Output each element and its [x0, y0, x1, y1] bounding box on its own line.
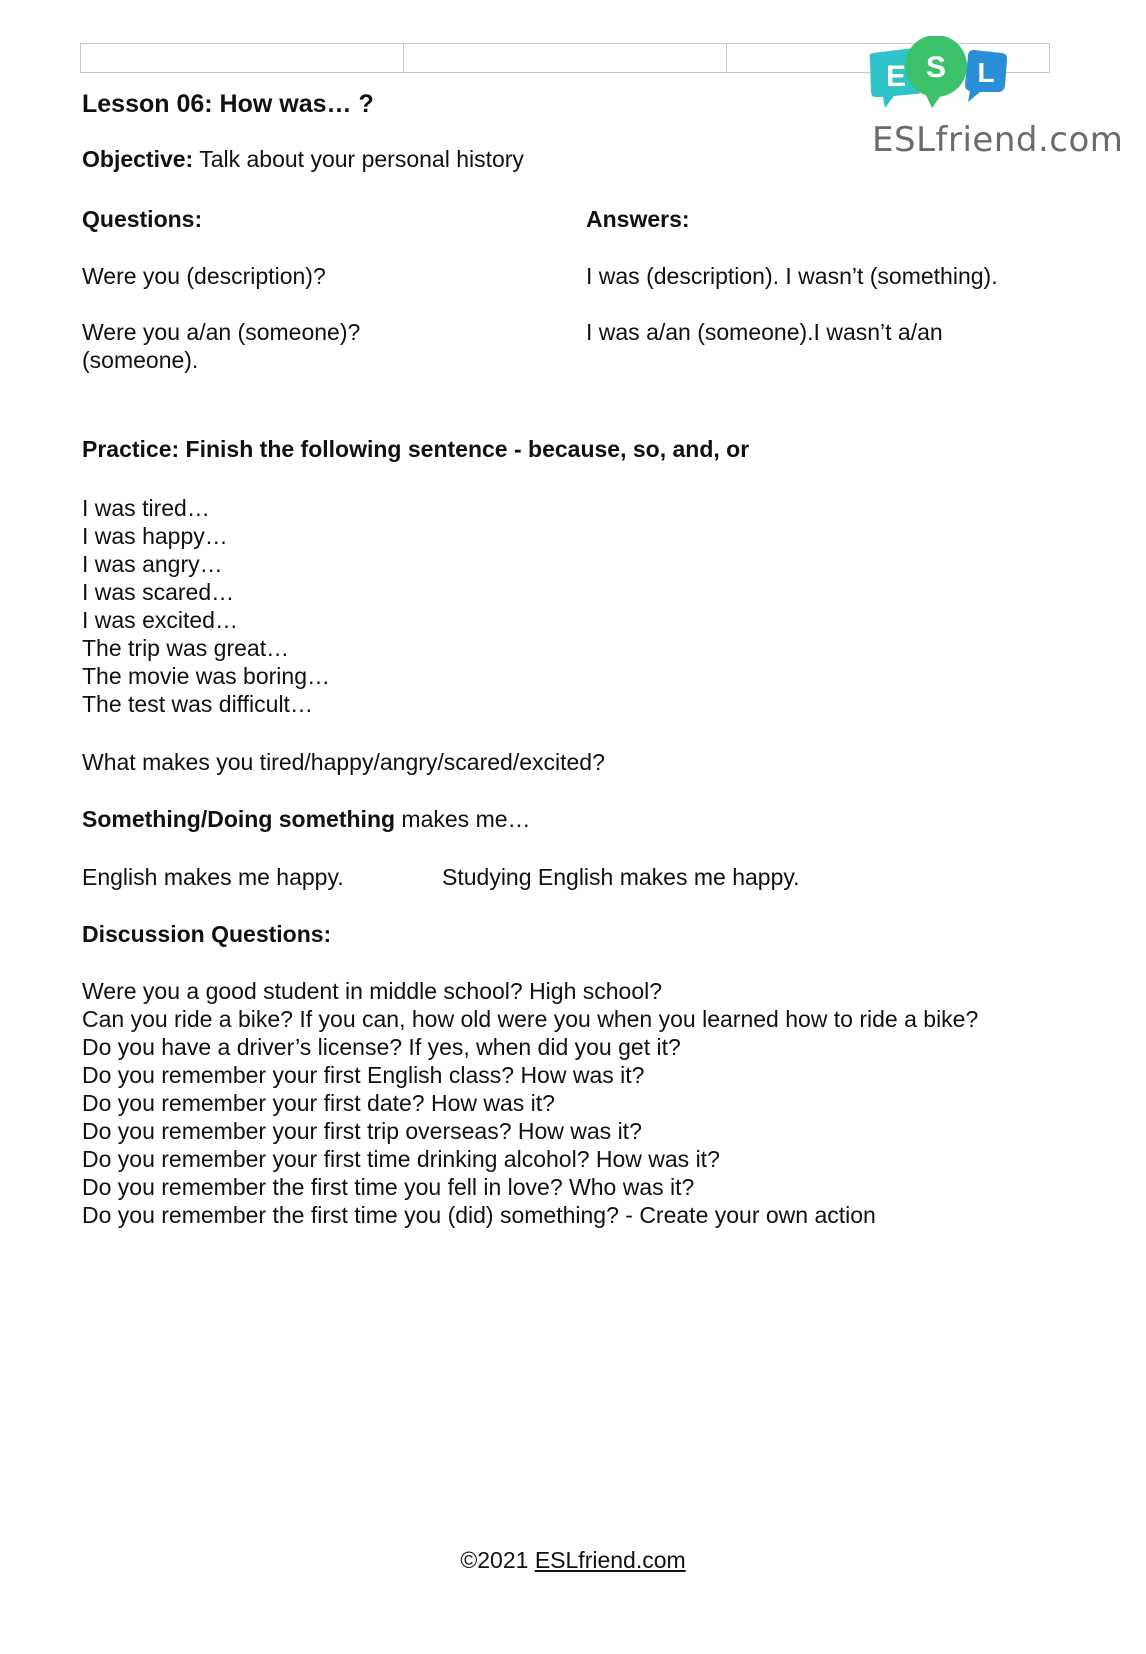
list-item: Do you have a driver’s license? If yes, when did you get it? [82, 1034, 681, 1060]
pattern-rest: makes me… [395, 806, 531, 832]
list-item: The trip was great… [82, 635, 290, 661]
logo-l-bubble [965, 50, 1007, 102]
header-cell [81, 44, 404, 72]
lesson-title: Lesson 06: How was… ? [82, 90, 374, 118]
discussion-heading: Discussion Questions: [82, 921, 332, 947]
answer-2: I was a/an (someone).I wasn’t a/an [586, 319, 943, 345]
list-item: The test was difficult… [82, 691, 313, 717]
logo-site-name: ESLfriend.com [872, 120, 1124, 160]
list-item: I was happy… [82, 523, 228, 549]
objective-text: Talk about your personal history [199, 146, 524, 172]
list-item: Were you a good student in middle school? High school? [82, 978, 663, 1004]
svg-text:L: L [977, 57, 995, 88]
pattern-line [82, 805, 531, 833]
answers-label: Answers: [586, 206, 690, 232]
svg-text:E: E [885, 60, 907, 93]
what-makes-question: What makes you tired/happy/angry/scared/excited? [82, 749, 605, 775]
list-item: Do you remember the first time you fell in love? Who was it? [82, 1174, 695, 1200]
questions-label: Questions: [82, 206, 203, 232]
question-2: Were you a/an (someone)? [82, 319, 361, 345]
list-item: The movie was boring… [82, 663, 330, 689]
svg-text:S: S [925, 51, 947, 84]
objective-label: Objective: [82, 146, 194, 172]
list-item: Do you remember your first date? How was it? [82, 1090, 555, 1116]
list-item: Do you remember your first English class? How was it? [82, 1062, 645, 1088]
list-item: Do you remember the first time you (did) something? - Create your own action [82, 1202, 876, 1228]
practice-heading: Practice: Finish the following sentence - because, so, and, or [82, 436, 750, 462]
answer-1: I was (description). I wasn’t (something). [586, 263, 998, 289]
list-item: I was excited… [82, 607, 238, 633]
list-item: I was angry… [82, 551, 223, 577]
list-item: Do you remember your first trip overseas? How was it? [82, 1118, 642, 1144]
list-item: Can you ride a bike? If you can, how old were you when you learned how to ride a bike? [82, 1006, 979, 1032]
question-1: Were you (description)? [82, 263, 326, 289]
logo-s-bubble [905, 36, 967, 108]
header-cell [404, 44, 727, 72]
footer-link[interactable]: ESLfriend.com [534, 1547, 686, 1573]
example-1: English makes me happy. [82, 864, 344, 890]
answer-2-wrap: (someone). [82, 347, 199, 373]
discussion-list [82, 977, 978, 1229]
objective-line [82, 145, 524, 173]
list-item: Do you remember your first time drinking alcohol? How was it? [82, 1146, 720, 1172]
practice-list [82, 494, 330, 718]
copyright-text: ©2021 [460, 1547, 535, 1573]
pattern-bold: Something/Doing something [82, 806, 396, 832]
list-item: I was scared… [82, 579, 235, 605]
footer [0, 1546, 1146, 1574]
list-item: I was tired… [82, 495, 210, 521]
example-2: Studying English makes me happy. [442, 864, 800, 890]
